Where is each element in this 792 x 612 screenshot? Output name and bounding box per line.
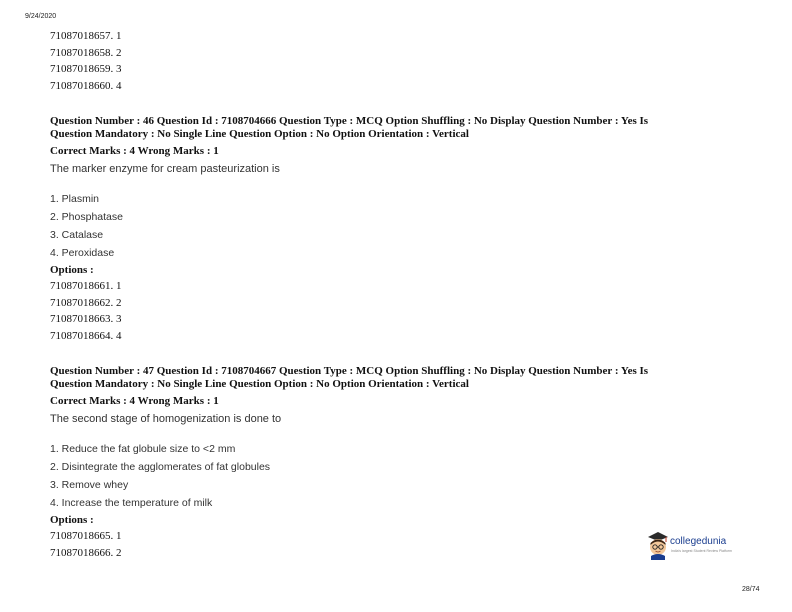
answer-choice: 1. Reduce the fat globule size to <2 mm bbox=[50, 443, 236, 455]
collegedunia-logo bbox=[646, 530, 746, 560]
answer-choices bbox=[50, 440, 750, 512]
marks-info: Correct Marks : 4 Wrong Marks : 1 bbox=[50, 145, 219, 157]
question-block-46 bbox=[50, 115, 750, 344]
previous-options-list bbox=[50, 28, 750, 94]
option-id-line: 71087018661. 1 bbox=[50, 280, 122, 292]
option-id-line: 71087018664. 4 bbox=[50, 329, 122, 342]
answer-choice: 1. Plasmin bbox=[50, 193, 100, 205]
question-header-line-1: Question Number : 46 Question Id : 7108704666 Question Type : MCQ Option Shuffling : No Display Question Number : Yes Is bbox=[50, 115, 649, 127]
option-id-line: 71087018665. 1 bbox=[50, 530, 122, 542]
answer-choices bbox=[50, 190, 750, 262]
page-number: 28/74 bbox=[742, 586, 760, 593]
option-ids-list bbox=[50, 528, 750, 561]
answer-choice: 2. Phosphatase bbox=[50, 211, 123, 223]
option-id-line: 71087018663. 3 bbox=[50, 313, 122, 325]
options-label: Options : bbox=[50, 264, 94, 276]
question-block-47 bbox=[50, 365, 750, 561]
option-id-line: 71087018662. 2 bbox=[50, 296, 122, 309]
question-header bbox=[50, 115, 750, 140]
answer-choice: 4. Increase the temperature of milk bbox=[50, 497, 213, 509]
question-text: The second stage of homogenization is done to bbox=[50, 413, 282, 425]
option-id-line: 71087018657. 1 bbox=[50, 30, 122, 42]
print-date: 9/24/2020 bbox=[25, 13, 57, 20]
question-text: The marker enzyme for cream pasteurization is bbox=[50, 163, 280, 175]
answer-choice: 3. Remove whey bbox=[50, 479, 129, 491]
logo-tagline: India's largest Student Review Platform bbox=[671, 549, 732, 553]
question-header-line-2: Question Mandatory : No Single Line Question Option : No Option Orientation : Vertical bbox=[50, 377, 469, 390]
option-id-line: 71087018659. 3 bbox=[50, 63, 122, 75]
option-id-line: 71087018660. 4 bbox=[50, 79, 122, 92]
marks-info: Correct Marks : 4 Wrong Marks : 1 bbox=[50, 395, 219, 407]
question-header bbox=[50, 365, 750, 390]
question-header-line-1: Question Number : 47 Question Id : 7108704667 Question Type : MCQ Option Shuffling : No Display Question Number : Yes Is bbox=[50, 365, 649, 377]
answer-choice: 3. Catalase bbox=[50, 229, 104, 241]
document-body bbox=[50, 28, 750, 561]
answer-choice: 2. Disintegrate the agglomerates of fat globules bbox=[50, 461, 271, 473]
answer-choice: 4. Peroxidase bbox=[50, 247, 115, 259]
graduate-mascot-icon bbox=[646, 530, 670, 560]
options-label: Options : bbox=[50, 514, 94, 526]
option-id-line: 71087018666. 2 bbox=[50, 546, 122, 559]
question-header-line-2: Question Mandatory : No Single Line Question Option : No Option Orientation : Vertical bbox=[50, 127, 469, 140]
logo-brand-text: collegedunia bbox=[670, 536, 727, 547]
option-ids-list bbox=[50, 278, 750, 344]
option-id-line: 71087018658. 2 bbox=[50, 46, 122, 59]
